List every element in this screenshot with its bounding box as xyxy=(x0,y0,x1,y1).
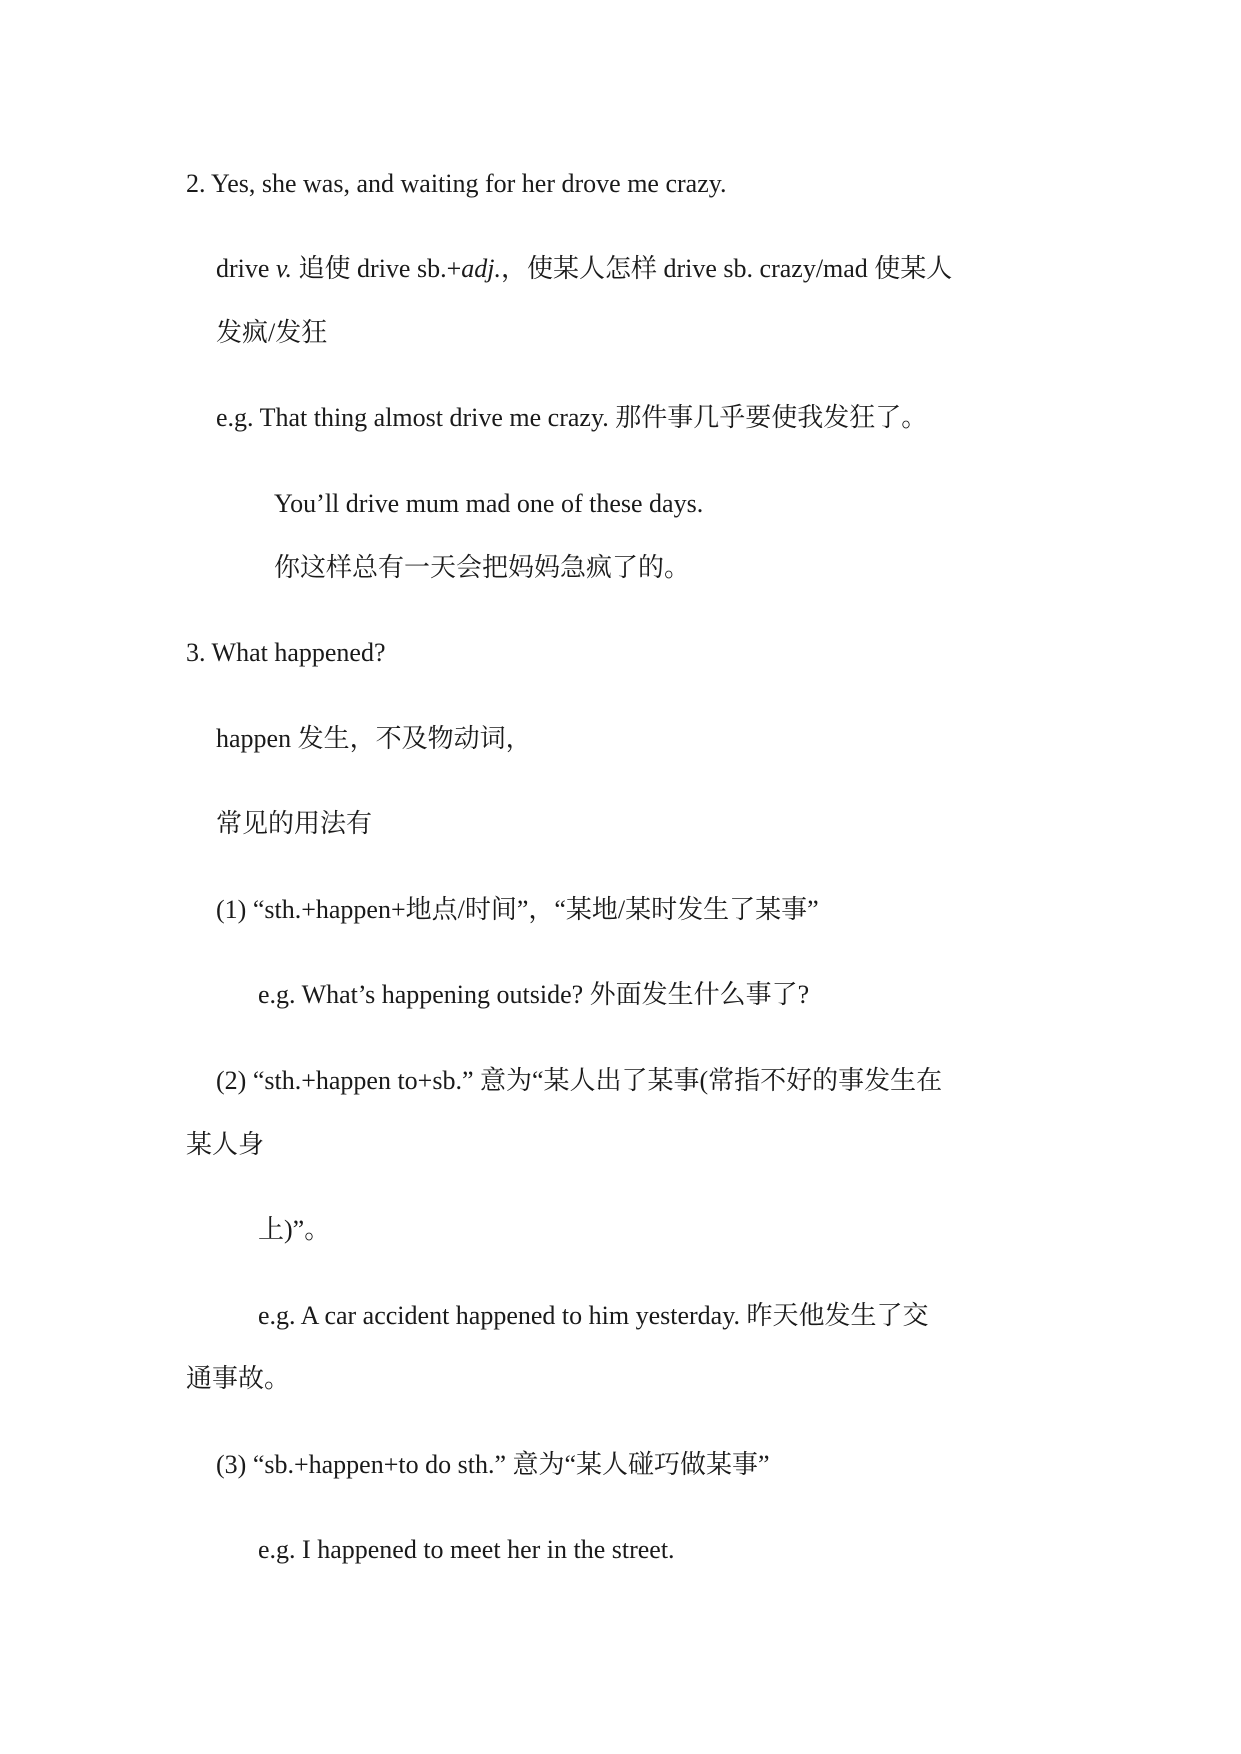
usage-3: (3) “sb.+happen+to do sth.” 意为“某人碰巧做某事” xyxy=(216,1450,770,1479)
example-2-en: You’ll drive mum mad one of these days. xyxy=(274,489,704,518)
question-2: 2. Yes, she was, and waiting for her drove me crazy. xyxy=(186,169,727,198)
drive-definition xyxy=(216,252,952,286)
usage-1: (1) “sth.+happen+地点/时间”，“某地/某时发生了某事” xyxy=(216,895,819,924)
usage-title: 常见的用法有 xyxy=(216,809,373,838)
drive-definition-cont: 发疯/发狂 xyxy=(216,318,328,347)
drive-def-b: ，使某人怎样 drive sb. crazy/mad 使某人 xyxy=(501,254,953,283)
drive-word: drive xyxy=(216,254,276,283)
happen-definition: happen 发生，不及物动词， xyxy=(216,724,532,753)
drive-pos: v. xyxy=(275,254,293,283)
drive-def-a: 追使 drive sb.+ xyxy=(292,254,462,283)
question-3: 3. What happened? xyxy=(186,638,386,667)
usage-2-cont: 某人身 xyxy=(186,1130,265,1159)
usage-1-example: e.g. What’s happening outside? 外面发生什么事了? xyxy=(258,980,810,1009)
usage-2-example: e.g. A car accident happened to him yesterday. 昨天他发生了交 xyxy=(258,1301,929,1330)
usage-3-example: e.g. I happened to meet her in the street. xyxy=(258,1535,675,1564)
example-2-zh: 你这样总有一天会把妈妈急疯了的。 xyxy=(274,553,691,582)
example-1: e.g. That thing almost drive me crazy. 那件事几乎要使我发狂了。 xyxy=(216,403,928,432)
usage-2-example-cont: 通事故。 xyxy=(186,1364,291,1393)
drive-adj: adj. xyxy=(461,254,501,283)
usage-2: (2) “sth.+happen to+sb.” 意为“某人出了某事(常指不好的事发生在 xyxy=(216,1066,943,1095)
usage-2-cont-2: 上)”。 xyxy=(258,1215,331,1244)
